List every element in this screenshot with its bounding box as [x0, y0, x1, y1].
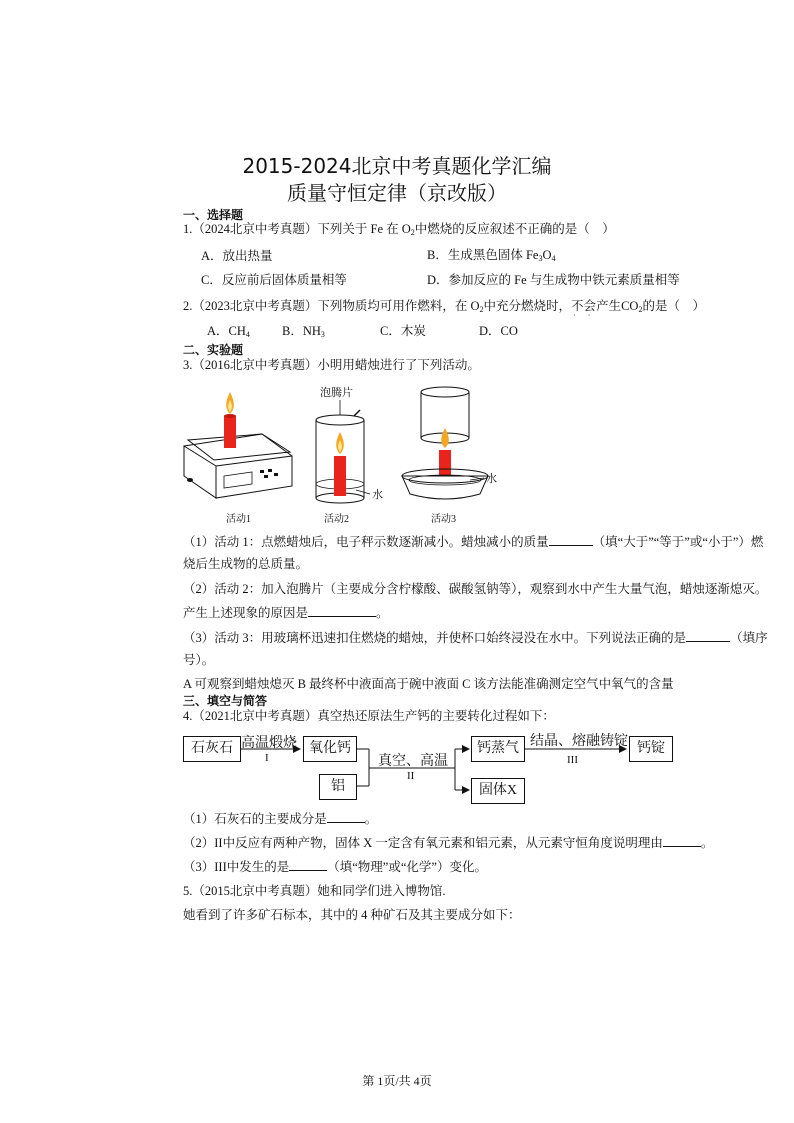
flow-step-3-label: 结晶、熔融铸锭 — [530, 734, 628, 749]
section-choice-heading: 一、选择题 — [183, 208, 244, 222]
candle-activities-figure — [180, 380, 510, 530]
answer-blank-3-2[interactable] — [308, 605, 376, 617]
question-2-option-b: B．$NH_3$ — [282, 324, 325, 339]
question-4-part-3: （3）III中发生的是 （填“物理”或“化学”）变化。 — [183, 860, 487, 874]
flow-box-calcium-ingot: 钙锭 — [629, 736, 673, 762]
answer-blank-3-1[interactable] — [549, 534, 593, 546]
question-1-option-c: C．反应前后固体质量相等 — [201, 273, 347, 287]
calcium-process-flow — [183, 728, 703, 808]
flow-step-2-label: 真空、高温 — [378, 754, 448, 769]
question-2-option-c: C．木炭 — [380, 324, 426, 338]
page-title-line2: 质量守恒定律（京改版） — [287, 181, 507, 205]
section-fill-heading: 三、填空与简答 — [183, 694, 268, 708]
question-3-part-2: （2）活动 2：加入泡腾片（主要成分含柠檬酸、碳酸氢钠等），观察到水中产生大量气泡，蜡烛逐渐熄灭。 — [183, 582, 768, 596]
section-experiment-heading: 二、实验题 — [183, 343, 244, 357]
question-1-option-b: B．生成黑色固体 $Fe_3O_4$ — [427, 248, 556, 263]
flow-step-2-roman: II — [407, 770, 415, 782]
activity-2-cylinder — [316, 385, 383, 503]
question-4-part-2: （2）II中反应有两种产物，固体 X 一定含有氧元素和铝元素，从元素守恒角度说明理由 。 — [183, 836, 714, 850]
question-1-option-a: A．放出热量 — [201, 249, 273, 263]
label-water-2: 水 — [486, 473, 497, 485]
flow-box-limestone: 石灰石 — [183, 736, 241, 762]
caption-activity-2: 活动2 — [324, 514, 349, 525]
question-3-part-1-cont: 烧后生成物的总质量。 — [183, 557, 309, 571]
flow-box-calcium-oxide: 氧化钙 — [303, 736, 357, 762]
answer-blank-3-3[interactable] — [686, 630, 730, 642]
question-3-part-1: （1）活动 1：点燃蜡烛后，电子秤示数逐渐减小。蜡烛减小的质量 （填“大于”“等于”或“小于”）燃 — [183, 535, 764, 549]
question-3-part-2-cont: 产生上述现象的原因是 。 — [183, 606, 389, 620]
question-2-option-a: A．$CH_4$ — [207, 324, 250, 339]
question-1-stem: 1.（2024北京中考真题）下列关于 Fe 在 $O_2$中燃烧的反应叙述不正确的是（ ） — [183, 222, 615, 237]
flow-box-aluminum: 铝 — [319, 774, 357, 800]
question-4-part-1: （1）石灰石的主要成分是 。 — [183, 812, 378, 826]
flow-box-calcium-vapor: 钙蒸气 — [471, 736, 525, 762]
question-3-part-3: （3）活动 3：用玻璃杯迅速扣住燃烧的蜡烛，并使杯口始终浸没在水中。下列说法正确的是 （填序 — [183, 631, 768, 645]
label-water-1: 水 — [372, 489, 383, 501]
question-5-line-2: 她看到了许多矿石标本，其中的 4 种矿石及其主要成分如下： — [183, 908, 521, 922]
question-3-options: A 可观察到蜡烛熄灭 B 最终杯中液面高于碗中液面 C 该方法能准确测定空气中氧气的含量 — [183, 677, 674, 691]
question-3-stem: 3.（2016北京中考真题）小明用蜡烛进行了下列活动。 — [183, 358, 480, 372]
question-2-stem: 2.（2023北京中考真题）下列物质均可用作燃料，在 $O_2$中充分燃烧时，不会 · ·产生$CO_2$的是（ ） — [183, 299, 705, 317]
flow-step-1-label: 高温煅烧 — [241, 736, 297, 751]
page-title-line1: 2015-2024北京中考真题化学汇编 — [242, 154, 552, 178]
page-number: 第 1页/共 4页 — [362, 1074, 432, 1088]
answer-blank-4-3[interactable] — [289, 859, 327, 871]
flow-step-3-roman: III — [567, 754, 578, 766]
caption-activity-1: 活动1 — [226, 514, 251, 525]
question-1-option-d: D．参加反应的 Fe 与生成物中铁元素质量相等 — [427, 273, 680, 287]
label-tablet: 泡腾片 — [320, 387, 353, 399]
activity-3-glass — [402, 387, 497, 499]
answer-blank-4-2[interactable] — [663, 835, 701, 847]
question-3-part-3-cont: 号）。 — [183, 653, 215, 667]
flow-box-solid-x: 固体X — [471, 778, 525, 804]
answer-blank-4-1[interactable] — [327, 811, 365, 823]
question-2-option-d: D．CO — [479, 324, 518, 338]
activity-1-candle — [224, 392, 236, 448]
question-4-stem: 4.（2021北京中考真题）真空热还原法生产钙的主要转化过程如下： — [183, 709, 555, 723]
flow-step-1-roman: I — [265, 752, 269, 764]
activity-1-scale — [184, 392, 292, 498]
caption-activity-3: 活动3 — [431, 514, 456, 525]
question-5-stem: 5.（2015北京中考真题）她和同学们进入博物馆. — [183, 884, 446, 898]
